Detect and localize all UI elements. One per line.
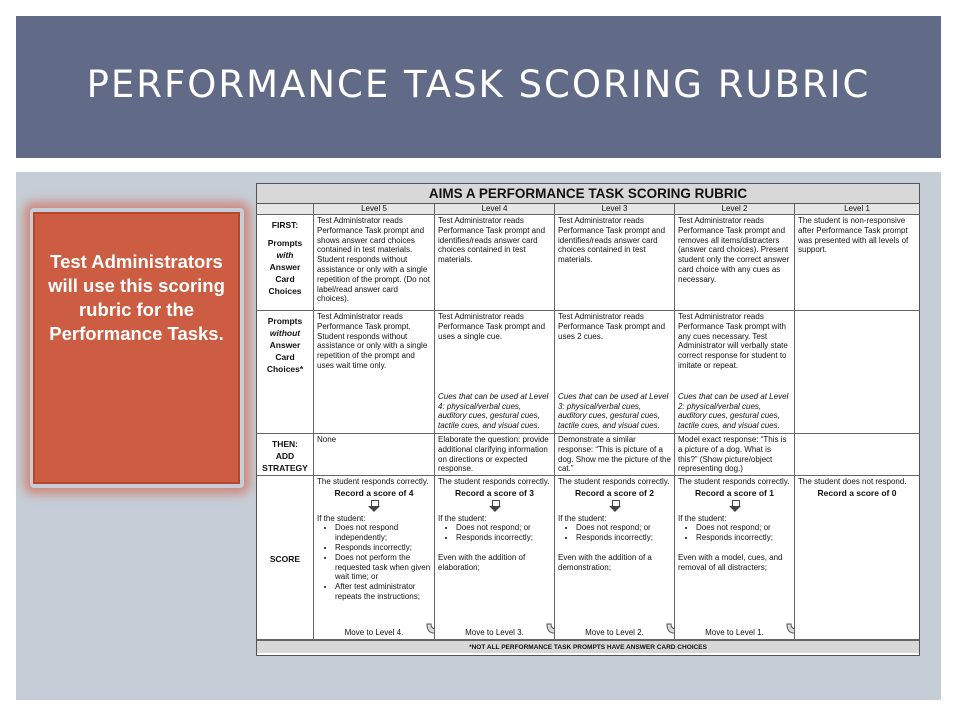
down-arrow-icon	[609, 500, 621, 512]
without-level-4-cues: Cues that can be used at Level 4: physical/verbal cues, auditory cues, gestural cues, tactile cues, and visual cues.	[438, 391, 549, 431]
score-level-1	[795, 476, 919, 640]
then-level-1	[795, 434, 919, 476]
rubric-table	[257, 204, 919, 640]
score-level-4-even: Even with the addition of elaboration;	[438, 552, 526, 572]
without-level-2-text: Test Administrator reads Performance Task prompt with any cues necessary. Test Administrator will verbally state correct response for student to imitate or repeat.	[678, 312, 788, 370]
callout-text: Test Administrators will use this scoring rubric for the Performance Tasks.	[48, 251, 225, 344]
first-level-4: Test Administrator reads Performance Task prompt and identifies/reads answer card choices contained in test materials.	[435, 215, 555, 311]
row-label-without-1: Prompts	[267, 316, 303, 326]
score-level-3-if: If the student:	[558, 513, 607, 523]
bullet: • After test administrator repeats the instructions;	[335, 582, 431, 602]
down-arrow-icon	[489, 500, 501, 512]
score-level-2-bullets	[678, 523, 791, 543]
bullet: • Responds incorrectly;	[696, 533, 791, 543]
bullet: • Responds incorrectly;	[456, 533, 551, 543]
without-level-2	[675, 311, 795, 434]
score-level-4-record: Record a score of 3	[455, 487, 534, 498]
curved-arrow-icon	[544, 621, 555, 637]
rubric-title: AIMS A PERFORMANCE TASK SCORING RUBRIC	[257, 184, 919, 204]
score-level-2-if: If the student:	[678, 513, 727, 523]
row-label-first-4: Card	[275, 274, 295, 284]
row-label-without	[257, 311, 314, 434]
rubric-footnote: *NOT ALL PERFORMANCE TASK PROMPTS HAVE ANSWER CARD CHOICES	[257, 640, 919, 653]
score-level-3-intro: The student responds correctly.	[558, 477, 670, 486]
then-level-5: None	[314, 434, 435, 476]
score-level-5-if: If the student:	[317, 513, 366, 523]
bullet: • Does not respond independently;	[335, 523, 431, 543]
without-level-2-cues: Cues that can be used at Level 2: physical/verbal cues, auditory cues, gestural cues, tactile cues, and visual cues.	[678, 391, 789, 431]
row-label-without-4: Card	[275, 352, 295, 362]
score-level-5	[314, 476, 435, 640]
row-label-without-2-italic: without	[269, 328, 301, 338]
bullet: • Does not respond; or	[576, 523, 671, 533]
row-label-first-1: Prompts	[267, 238, 303, 248]
without-level-5	[314, 311, 435, 434]
without-level-5-text: Test Administrator reads Performance Task prompt. Student responds without assistance or only with a single repetition of the prompt and uses wait time only.	[317, 312, 428, 370]
first-level-1: The student is non-responsive after Performance Task prompt was presented with all levels of support.	[795, 215, 919, 311]
without-level-4	[435, 311, 555, 434]
row-label-score	[257, 476, 314, 640]
score-level-2-record: Record a score of 1	[695, 487, 774, 498]
score-level-4-if: If the student:	[438, 513, 487, 523]
header-corner	[257, 204, 314, 215]
score-level-4-move: Move to Level 3.	[465, 628, 524, 638]
row-label-then	[257, 434, 314, 476]
curved-arrow-icon	[784, 621, 795, 637]
row-label-without-5: Choices*	[266, 364, 304, 374]
score-level-1-intro: The student does not respond.	[798, 477, 907, 486]
header-level-1: Level 1	[795, 204, 919, 215]
score-level-4	[435, 476, 555, 640]
score-level-2	[675, 476, 795, 640]
score-level-3-bullets	[558, 523, 671, 543]
without-level-1	[795, 311, 919, 434]
bullet: • Does not perform the requested task when given wait time; or	[335, 553, 431, 582]
then-level-3: Demonstrate a similar response: “This is picture of a dog. Show me the picture of the cat.”	[555, 434, 675, 476]
bullet: • Responds incorrectly;	[576, 533, 671, 543]
row-label-then-1: THEN:	[272, 439, 298, 449]
score-level-3-move: Move to Level 2.	[585, 628, 644, 638]
then-level-4: Elaborate the question: provide additional clarifying information on directions or expected response.	[435, 434, 555, 476]
rubric-image	[256, 183, 920, 656]
first-level-3: Test Administrator reads Performance Task prompt and identifies/reads answer card choices contained in test materials.	[555, 215, 675, 311]
score-level-5-move: Move to Level 4.	[344, 628, 404, 638]
without-level-3	[555, 311, 675, 434]
first-level-2: Test Administrator reads Performance Task prompt and removes all items/distracters (answer card choices). Present student only the correct answer card choice with any cues as necessary.	[675, 215, 795, 311]
score-level-1-record: Record a score of 0	[817, 487, 897, 498]
header-level-5: Level 5	[314, 204, 435, 215]
down-arrow-icon	[368, 500, 380, 512]
header-level-2: Level 2	[675, 204, 795, 215]
without-level-3-cues: Cues that can be used at Level 3: physical/verbal cues, auditory cues, gestural cues, tactile cues, and visual cues.	[558, 391, 669, 431]
row-label-without-3: Answer	[269, 340, 301, 350]
header-level-3: Level 3	[555, 204, 675, 215]
row-label-first-2-italic: with	[276, 250, 294, 260]
callout-box	[33, 212, 240, 484]
score-level-5-intro: The student responds correctly.	[317, 477, 429, 486]
then-level-2: Model exact response: “This is a picture of a dog. What is this?” (Show picture/object representing dog.)	[675, 434, 795, 476]
bullet: • Responds incorrectly;	[335, 543, 431, 553]
score-level-4-intro: The student responds correctly.	[438, 477, 550, 486]
row-label-first-5: Choices	[268, 286, 302, 296]
slide-title: PERFORMANCE TASK SCORING RUBRIC	[86, 62, 871, 106]
without-level-4-text: Test Administrator reads Performance Task prompt and uses a single cue.	[438, 312, 546, 341]
bullet: • Does not respond; or	[696, 523, 791, 533]
curved-arrow-icon	[664, 621, 675, 637]
row-label-first	[257, 215, 314, 311]
score-level-5-record: Record a score of 4	[334, 487, 414, 498]
row-label-without-2	[260, 327, 310, 339]
row-label-first-top: FIRST:	[271, 220, 299, 230]
score-level-3	[555, 476, 675, 640]
score-level-3-record: Record a score of 2	[575, 487, 654, 498]
row-label-score-text: SCORE	[269, 554, 301, 564]
slide-title-bar	[16, 16, 941, 158]
header-level-4: Level 4	[435, 204, 555, 215]
score-level-2-move: Move to Level 1.	[705, 628, 764, 638]
row-label-then-3: STRATEGY	[262, 463, 308, 473]
row-label-first-3: Answer	[269, 262, 301, 272]
first-level-5: Test Administrator reads Performance Task prompt and shows answer card choices contained in test materials. Student responds without assistance or only with a single repetition of the prompt. (Do not label/read answer card choices).	[314, 215, 435, 311]
row-label-then-2: ADD	[275, 451, 295, 461]
row-label-first-2	[260, 249, 310, 261]
curved-arrow-icon	[424, 621, 435, 637]
score-level-2-even: Even with a model, cues, and removal of all distracters;	[678, 552, 783, 572]
score-level-3-even: Even with the addition of a demonstration;	[558, 552, 652, 572]
without-level-3-text: Test Administrator reads Performance Task prompt and uses 2 cues.	[558, 312, 666, 341]
score-level-4-bullets	[438, 523, 551, 543]
down-arrow-icon	[729, 500, 741, 512]
score-level-2-intro: The student responds correctly.	[678, 477, 790, 486]
score-level-5-bullets	[317, 523, 431, 601]
bullet: • Does not respond; or	[456, 523, 551, 533]
